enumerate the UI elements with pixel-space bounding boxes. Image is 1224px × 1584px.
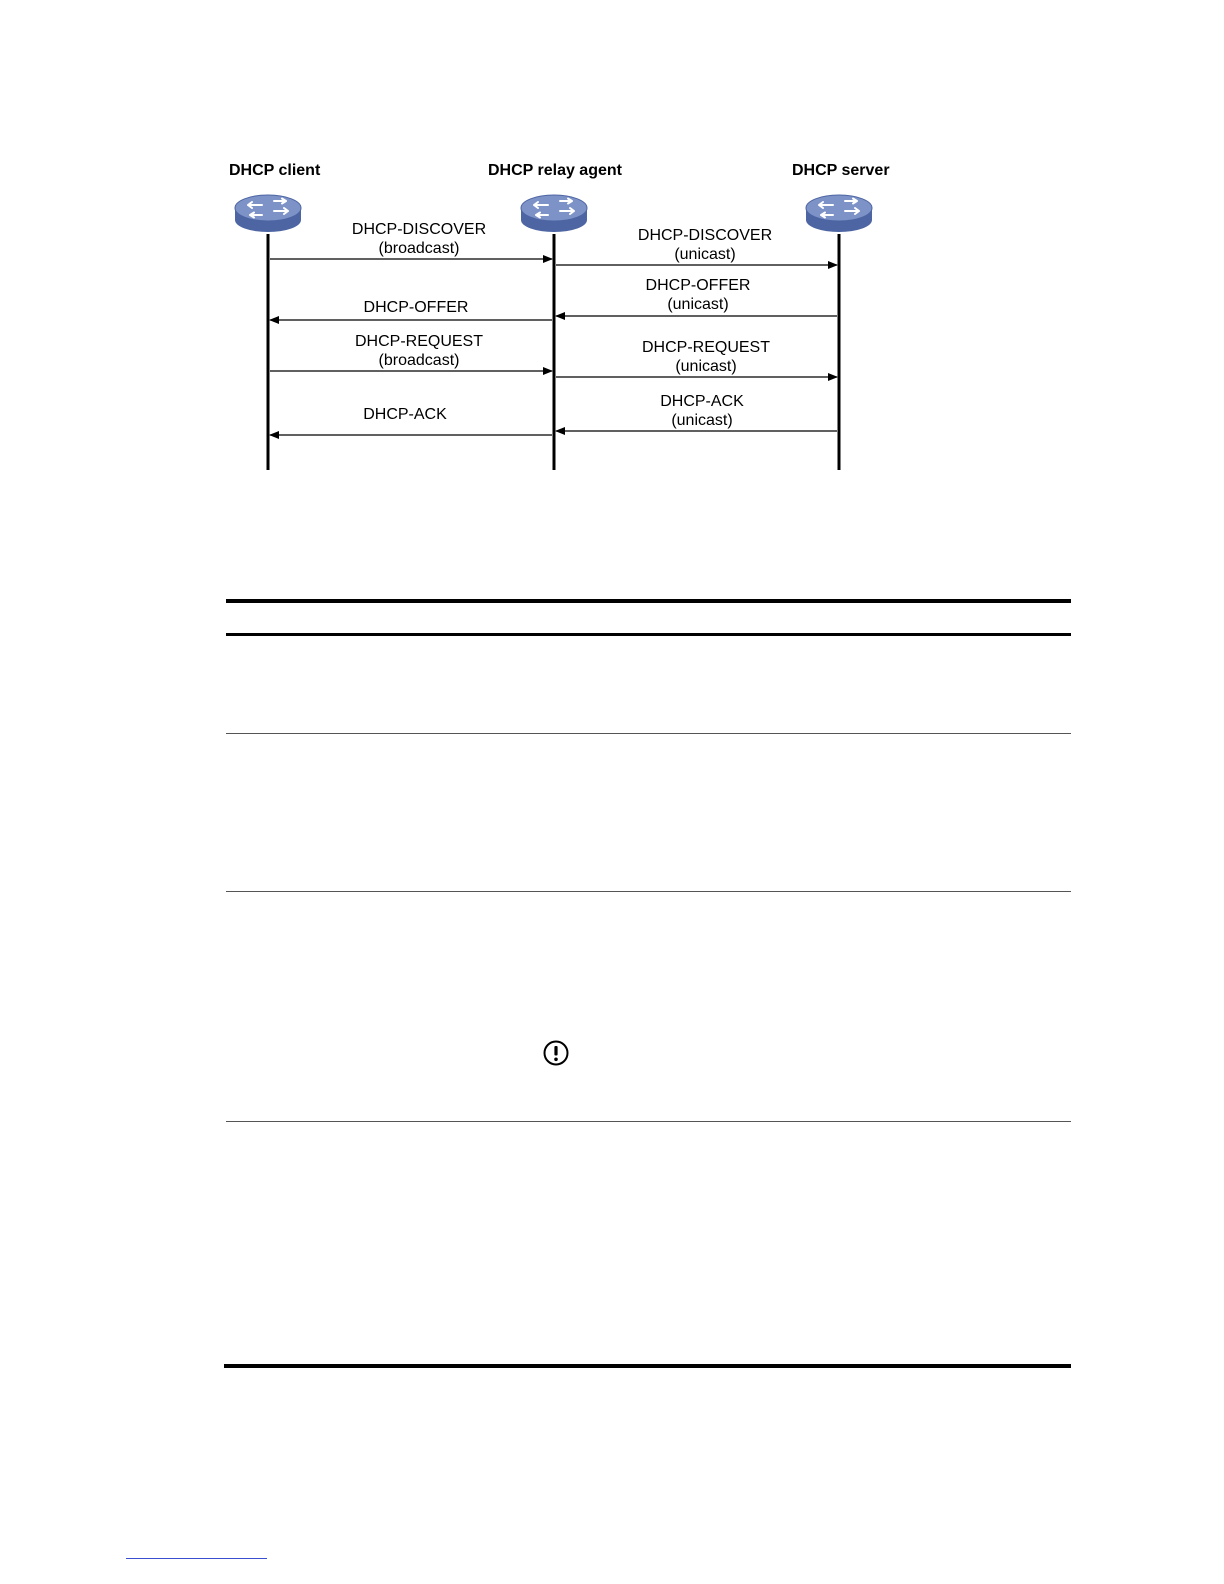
message-label <box>660 392 744 430</box>
switch-icon <box>235 195 301 232</box>
message-mode: (unicast) <box>671 412 733 429</box>
message-name: DHCP-ACK <box>660 393 744 410</box>
message-label <box>363 405 447 424</box>
node-label-dhcp-relay-agent: DHCP relay agent <box>488 162 622 179</box>
dhcp-relay-sequence-diagram <box>0 0 1224 500</box>
switch-icon <box>806 195 872 232</box>
message-label <box>642 338 770 376</box>
table-row-divider <box>226 891 1071 892</box>
node-label-dhcp-server: DHCP server <box>792 162 890 179</box>
table-bottom-rule <box>224 1364 1071 1368</box>
message-label <box>364 298 469 317</box>
message-mode: (unicast) <box>674 246 736 263</box>
message-mode: (broadcast) <box>378 352 460 369</box>
footer-link-underline[interactable] <box>126 1558 267 1559</box>
message-mode: (broadcast) <box>378 240 460 257</box>
message-mode: (unicast) <box>667 296 729 313</box>
message-name: DHCP-OFFER <box>645 277 751 294</box>
message-label <box>638 226 772 264</box>
table-row-divider <box>226 1121 1071 1122</box>
message-label <box>355 332 483 370</box>
table-row-divider <box>226 733 1071 734</box>
message-name: DHCP-REQUEST <box>354 333 484 350</box>
message-name: DHCP-DISCOVER <box>637 227 773 244</box>
message-mode: (unicast) <box>675 358 737 375</box>
table-top-rule <box>226 599 1071 603</box>
message-name: DHCP-OFFER <box>363 299 469 316</box>
message-name: DHCP-REQUEST <box>641 339 771 356</box>
node-label-dhcp-client: DHCP client <box>229 162 321 179</box>
message-label <box>352 220 486 258</box>
message-label <box>646 276 751 314</box>
message-name: DHCP-ACK <box>363 406 447 423</box>
table-header-rule <box>226 633 1071 636</box>
switch-icon <box>521 195 587 232</box>
exclamation-circle-icon <box>542 1039 570 1067</box>
message-name: DHCP-DISCOVER <box>351 221 487 238</box>
